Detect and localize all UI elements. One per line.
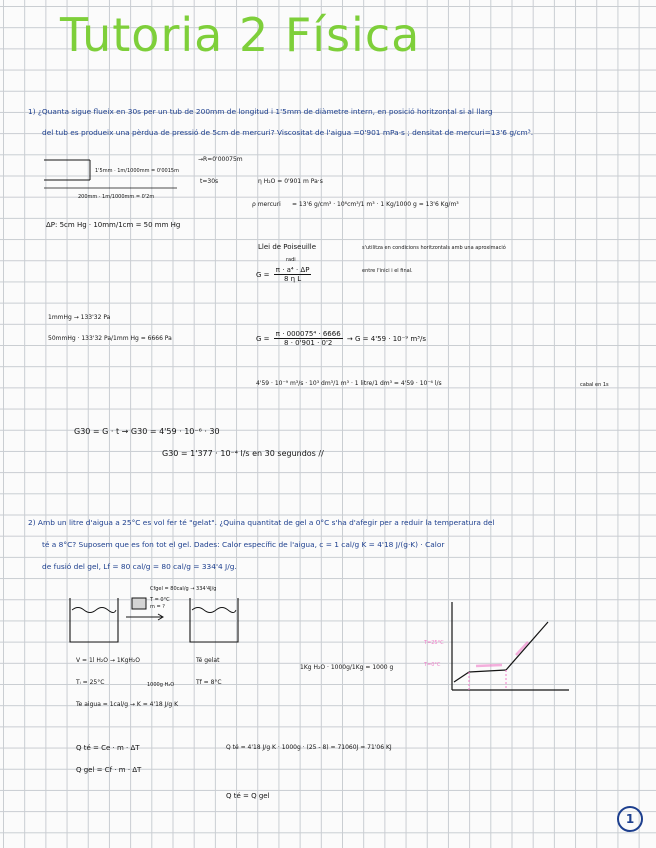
- problem-1-statement-line-1: 1) ¿Quanta sigue flueix en 30s per un tub de 200mm de longitud i 1'5mm de diàmetre intern, en posició horitzontal si al llarg: [28, 107, 493, 116]
- page-number: 1: [617, 806, 643, 832]
- mass-conversion: 1Kg H₂O · 1000g/1Kg = 1000 g: [300, 664, 394, 671]
- poiseuille-note-line-2: entre l'inici i el final.: [362, 268, 413, 274]
- data-volume: V = 1l H₂O → 1KgH₂O: [76, 657, 141, 664]
- diagram-ice-temp: T = 0°C: [150, 597, 170, 603]
- g-calculation: G = $\frac{\text{π · 000075⁴ · 6666}}{8 \cdot 0'901 \cdot 0'2}$ → G = 4'59 · 10⁻⁹ m³/s: [256, 330, 426, 348]
- g-calc-denominator: 8 · 0'901 · 0'2: [284, 339, 333, 348]
- data-initial-temp: Tᵢ = 25°C: [76, 679, 105, 686]
- g-calc-numerator: π · 000075⁴ · 6666: [275, 330, 341, 338]
- problem-1-statement-line-2: del tub es produeix una pèrdua de pressió de 5cm de mercuri? Viscositat de l'aigua =0'901 mPa·s ; densitat de mercuri=13'6 g/cm³.: [42, 128, 534, 137]
- problem-2-statement-line-2: té a 8°C? Suposem que es fon tot el gel. Dades: Calor específic de l'aigua, c = 1 cal/g K = 4'18 J/(g·K) · Calor: [42, 540, 445, 549]
- radius-conversion: 1'5mm · 1m/1000mm = 0'0015m: [95, 168, 179, 174]
- density-expression: = 13'6 g/cm³ · 10⁶cm³/1 m³ · 1 Kg/1000 g = 13'6 Kg/m³: [292, 201, 459, 208]
- page-title: Tutoria 2 Física: [60, 8, 421, 62]
- density-label: ρ mercuri: [252, 201, 281, 208]
- mmhg-calculation: 50mmHg · 133'32 Pa/1mm Hg = 6666 Pa: [48, 335, 172, 342]
- data-final-temp: Tf = 8°C: [196, 679, 222, 686]
- problem-2-statement-line-3: de fusió del gel, Lf = 80 cal/g = 80 cal/g = 334'4 J/g.: [42, 562, 237, 571]
- q-te-formula: Q té = Ce · m · ΔT: [76, 744, 140, 752]
- g30-line-2: G30 = 1'377 · 10⁻⁴ l/s en 30 segundos //: [162, 449, 324, 458]
- radius-label: radi: [286, 257, 296, 263]
- radius-result: →R=0'00075m: [198, 156, 243, 163]
- q-te-calculation: Q té = 4'18 J/g K · 1000g · (25 - 8) = 71060J = 71'06 KJ: [226, 744, 392, 751]
- poiseuille-formula: [256, 266, 313, 284]
- g-result: → G = 4'59 · 10⁻⁹ m³/s: [346, 334, 426, 343]
- tube-sketch: [42, 158, 182, 198]
- poiseuille-formula-lhs: G =: [256, 270, 270, 279]
- data-mass-sub: 1000g H₂O: [147, 682, 175, 688]
- data-iced-tea: Té gelat: [196, 657, 220, 664]
- problem-2-statement-line-1: 2) Amb un litre d'aigua a 25°C es vol fer té "gelat". ¿Quina quantitat de gel a 0°C s'ha d'afegir per a reduir la temperatura del: [28, 518, 495, 527]
- poiseuille-note-line-1: s'utilitza en condicions horitzontals amb una aproximació: [362, 245, 506, 251]
- heating-graph: [424, 600, 574, 696]
- poiseuille-title: Llei de Poiseuille: [258, 243, 317, 251]
- poiseuille-denominator: 8 η L: [283, 275, 302, 284]
- pressure-conversion: ΔP: 5cm Hg · 10mm/1cm = 50 mm Hg: [46, 221, 181, 229]
- unit-conversion: 4'59 · 10⁻⁹ m³/s · 10³ dm³/1 m³ · 1 litre/1 dm³ = 4'59 · 10⁻⁶ l/s: [256, 380, 442, 387]
- graph-label-t2: T=0°C: [424, 662, 441, 668]
- diagram-lf: Cfgel = 80cal/g → 334'4J/g: [150, 586, 217, 592]
- mmhg-conversion: 1mmHg → 133'32 Pa: [48, 314, 111, 321]
- data-specific-heat: Te aigua = 1cal/g → K = 4'18 J/g K: [76, 701, 179, 708]
- length-conversion: 200mm · 1m/1000mm = 0'2m: [78, 194, 155, 200]
- q-gel-formula: Q gel = Cf · m · ΔT: [76, 766, 142, 774]
- unit-note: cabal en 1s: [580, 382, 609, 388]
- g30-line-1: G30 = G · t → G30 = 4'59 · 10⁻⁶ · 30: [74, 427, 220, 436]
- graph-label-t1: T=25°C: [424, 640, 444, 646]
- time-value: t=30s: [200, 178, 219, 185]
- q-balance: Q té = Q gel: [226, 792, 270, 800]
- poiseuille-numerator: π · a⁴ · ΔP: [275, 266, 310, 274]
- viscosity-value: η H₂O = 0'901 m Pa·s: [258, 178, 323, 185]
- diagram-ice-mass: m = ?: [150, 604, 165, 610]
